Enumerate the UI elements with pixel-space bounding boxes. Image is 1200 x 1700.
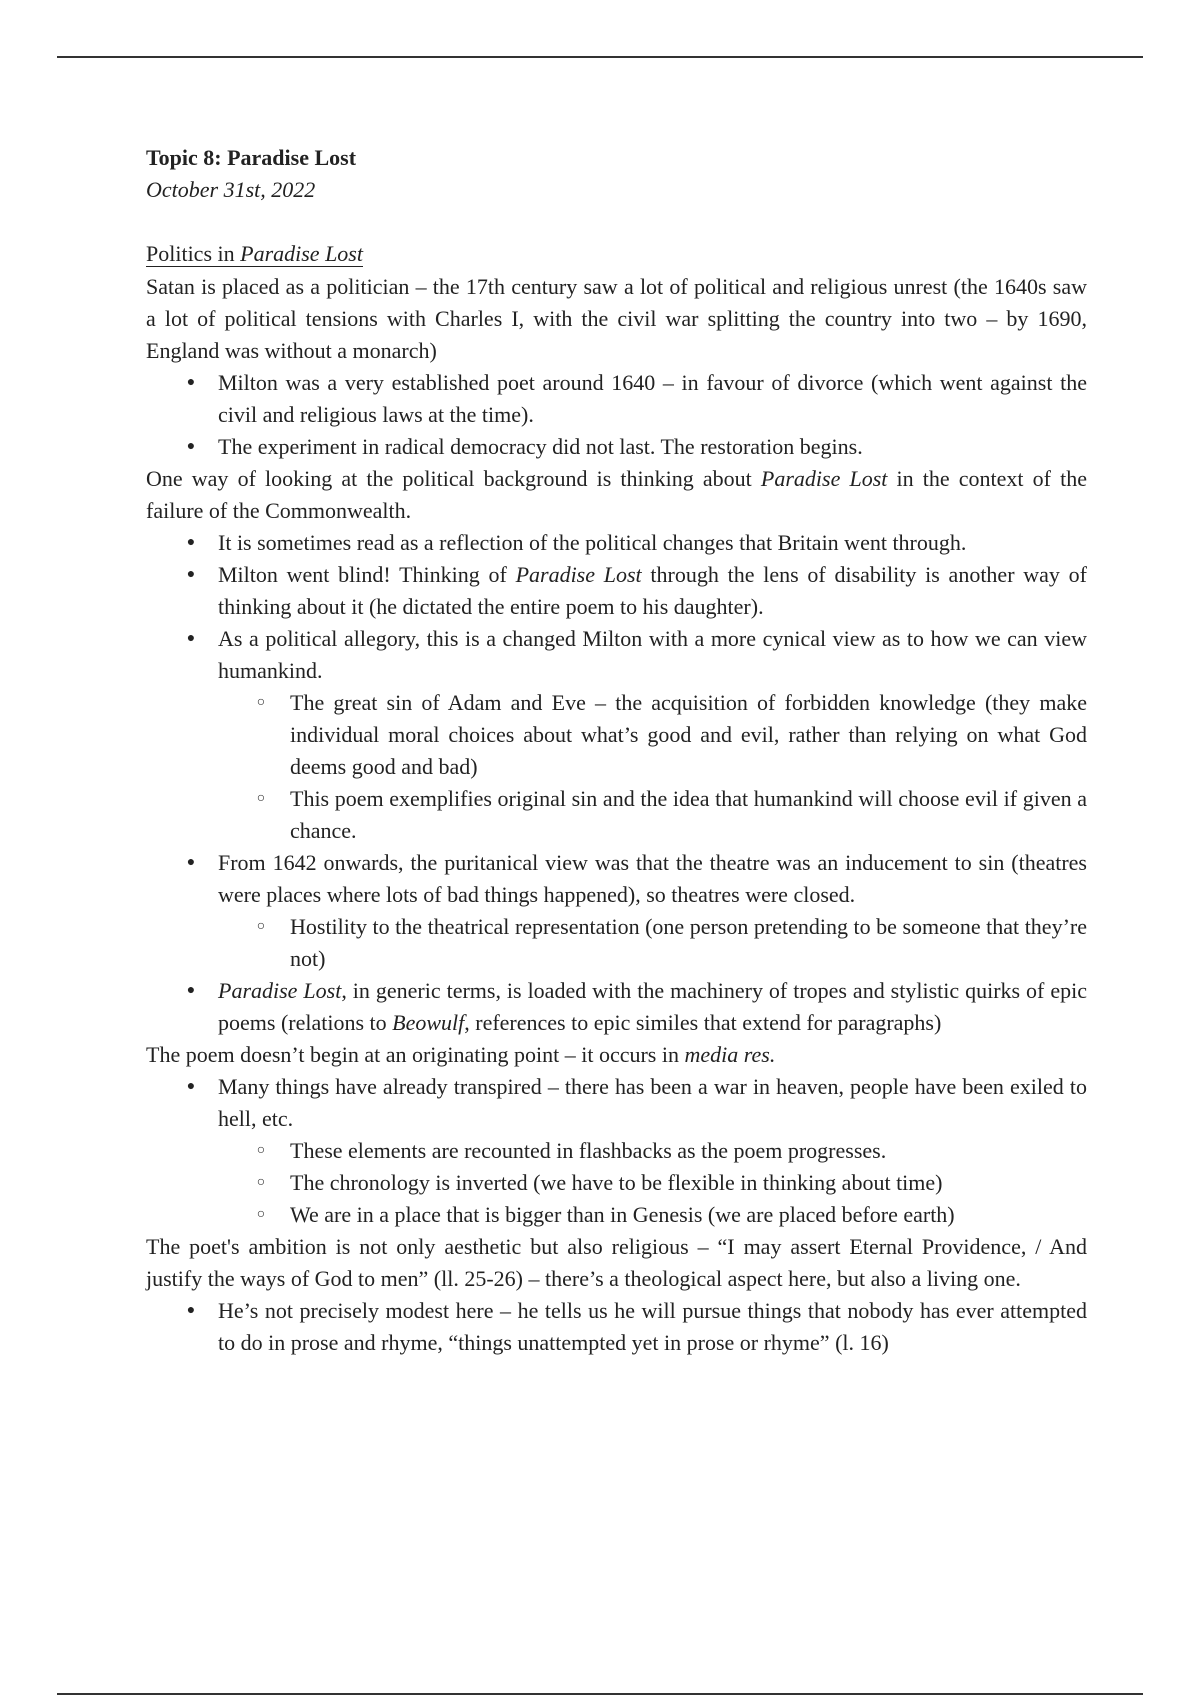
text-run: through the lens of disability is another way of thinking about it (he dictated the entire poem to his daughter).: [218, 562, 1088, 619]
sub-bullet-list: [218, 911, 1087, 975]
list-item-text: Milton was a very established poet around 1640 – in favour of divorce (which went against the civil and religious laws at the time).: [218, 370, 1087, 427]
text-run-italic: media res.: [684, 1042, 776, 1067]
bullet-icon: ●: [186, 855, 196, 870]
text-run-italic: Paradise Lost: [218, 978, 342, 1003]
bullet-list: [146, 1295, 1087, 1359]
sub-list-item-text: We are in a place that is bigger than in Genesis (we are placed before earth): [290, 1202, 955, 1227]
list-item-text: Many things have already transpired – there has been a war in heaven, people have been exiled to hell, etc.: [218, 1074, 1087, 1131]
bullet-icon: ●: [186, 375, 196, 390]
list-item-text: As a political allegory, this is a changed Milton with a more cynical view as to how we can view humankind.: [218, 626, 1087, 683]
list-item: [146, 1295, 1087, 1359]
paragraph-political-background: [146, 463, 1087, 527]
sub-list-item-text: The great sin of Adam and Eve – the acquisition of forbidden knowledge (they make individual moral choices about what’s good and evil, rather than relying on what God deems good and bad): [290, 690, 1087, 779]
list-item: [146, 367, 1087, 431]
sub-list-item-text: Hostility to the theatrical representation (one person pretending to be someone that they’re not): [290, 914, 1087, 971]
sub-bullet-icon: ○: [256, 695, 266, 710]
sub-list-item-text: This poem exemplifies original sin and the idea that humankind will choose evil if given a chance.: [290, 786, 1087, 843]
section-heading-italic: Paradise Lost: [240, 241, 363, 266]
text-run-italic: Paradise Lost: [760, 466, 888, 491]
bullet-icon: ●: [186, 567, 196, 582]
sub-list-item: [218, 783, 1087, 847]
bullet-list: [146, 367, 1087, 463]
text-run: , references to epic similes that extend for paragraphs): [464, 1010, 942, 1035]
bullet-icon: ●: [186, 631, 196, 646]
sub-bullet-icon: ○: [256, 1207, 266, 1222]
sub-list-item-text: These elements are recounted in flashbacks as the poem progresses.: [290, 1138, 887, 1163]
bullet-list: [146, 1071, 1087, 1231]
list-item-text: From 1642 onwards, the puritanical view was that the theatre was an inducement to sin (theatres were places where lots of bad things happened), so theatres were closed.: [218, 850, 1087, 907]
sub-bullet-icon: ○: [256, 1143, 266, 1158]
page-title: Topic 8: Paradise Lost: [146, 145, 357, 170]
spacer: [146, 206, 1087, 238]
sub-list-item: [218, 1167, 1087, 1199]
list-item: [146, 527, 1087, 559]
list-item: [146, 431, 1087, 463]
list-item: [146, 847, 1087, 975]
paragraph-poet-ambition: The poet's ambition is not only aesthetic but also religious – “I may assert Eternal Providence, / And justify the ways of God to men” (ll. 25-26) – there’s a theological aspect here, but also a living one.: [146, 1234, 1087, 1291]
sub-bullet-icon: ○: [256, 1175, 266, 1190]
sub-bullet-icon: ○: [256, 791, 266, 806]
sub-list-item: [218, 687, 1087, 783]
list-item-text: It is sometimes read as a reflection of the political changes that Britain went through.: [218, 530, 967, 555]
bullet-icon: ●: [186, 983, 196, 998]
list-item: [146, 623, 1087, 847]
sub-bullet-list: [218, 687, 1087, 847]
text-run: , in generic terms, is loaded with the machinery of tropes and stylistic quirks of epic poems (relations to: [218, 978, 1087, 1035]
sub-list-item: [218, 1199, 1087, 1231]
list-item-text: The experiment in radical democracy did not last. The restoration begins.: [218, 434, 863, 459]
bullet-icon: ●: [186, 535, 196, 550]
text-run-italic: Beowulf: [392, 1010, 465, 1035]
paragraph-politics-intro: Satan is placed as a politician – the 17th century saw a lot of political and religious unrest (the 1640s saw a lot of political tensions with Charles I, with the civil war splitting the country into two – by 1690, England was without a monarch): [146, 274, 1087, 363]
text-run: One way of looking at the political background is thinking about: [146, 466, 761, 491]
section-heading-prefix: Politics in: [146, 241, 241, 266]
text-run: in the context of the failure of the Commonwealth.: [146, 466, 1087, 523]
page-date: October 31st, 2022: [146, 177, 316, 202]
text-run-italic: Paradise Lost: [515, 562, 642, 587]
list-item: [146, 975, 1087, 1039]
bullet-list: [146, 527, 1087, 1039]
sub-bullet-list: [218, 1135, 1087, 1231]
sub-bullet-icon: ○: [256, 919, 266, 934]
sub-list-item: [218, 911, 1087, 975]
sub-list-item: [218, 1135, 1087, 1167]
bottom-rule: [57, 1693, 1143, 1695]
text-run: The poem doesn’t begin at an originating point – it occurs in: [146, 1042, 685, 1067]
bullet-icon: ●: [186, 1079, 196, 1094]
list-item-text: He’s not precisely modest here – he tells us he will pursue things that nobody has ever attempted to do in prose and rhyme, “things unattempted yet in prose or rhyme” (l. 16): [218, 1298, 1087, 1355]
document-body: [146, 142, 1087, 1359]
list-item: [146, 559, 1087, 623]
top-rule: [57, 56, 1143, 58]
section-heading: [146, 242, 363, 267]
list-item: [146, 1071, 1087, 1231]
paragraph-media-res: [146, 1039, 1087, 1071]
bullet-icon: ●: [186, 439, 196, 454]
sub-list-item-text: The chronology is inverted (we have to be flexible in thinking about time): [290, 1170, 943, 1195]
text-run: Milton went blind! Thinking of: [218, 562, 516, 587]
bullet-icon: ●: [186, 1303, 196, 1318]
